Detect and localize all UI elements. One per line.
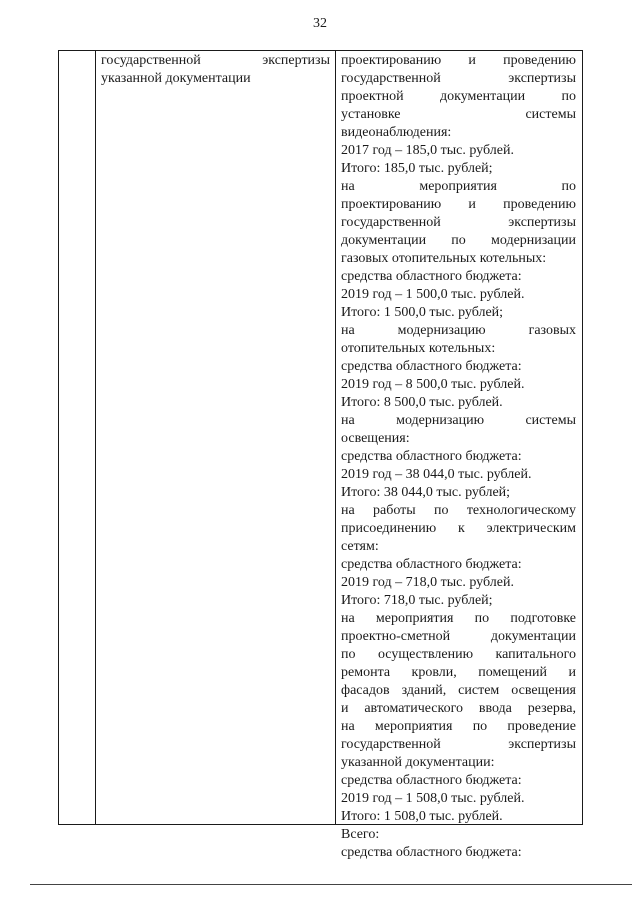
text-line: 2019 год – 1 500,0 тыс. рублей.: [341, 287, 525, 302]
text-line: средства областного бюджета:: [341, 557, 522, 572]
text-line: Итого: 1 508,0 тыс. рублей.: [341, 809, 503, 824]
text-line: Всего:: [341, 827, 380, 842]
text-line: на мероприятия по: [341, 179, 576, 194]
text-line: 2019 год – 718,0 тыс. рублей.: [341, 575, 514, 590]
text-line: Итого: 38 044,0 тыс. рублей;: [341, 485, 511, 500]
text-line: присоединению к электрическим: [341, 521, 576, 536]
text-line: 2019 год – 8 500,0 тыс. рублей.: [341, 377, 525, 392]
text-line: отопительных котельных:: [341, 341, 496, 356]
text-line: проектированию и проведению: [341, 197, 576, 212]
text-line: 2019 год – 38 044,0 тыс. рублей.: [341, 467, 532, 482]
budget-table: [58, 50, 583, 860]
text-line: проектированию и проведению: [341, 53, 576, 68]
text-line: на модернизацию газовых: [341, 323, 576, 338]
text-line: государственной экспертизы: [341, 215, 576, 230]
text-line: и автоматического ввода резерва,: [341, 701, 576, 716]
text-line: освещения:: [341, 431, 410, 446]
text-line: государственной экспертизы: [341, 71, 576, 86]
text-line: Итого: 1 500,0 тыс. рублей;: [341, 305, 504, 320]
text-line: видеонаблюдения:: [341, 125, 452, 140]
text-line: фасадов зданий, систем освещения: [341, 683, 576, 698]
text-line: указанной документации:: [341, 755, 495, 770]
text-line: указанной документации: [101, 71, 251, 86]
text-line: средства областного бюджета:: [341, 269, 522, 284]
text-line: Итого: 185,0 тыс. рублей;: [341, 161, 493, 176]
text-line: проектно-сметной документации: [341, 629, 576, 644]
text-line: средства областного бюджета:: [341, 845, 522, 860]
text-line: сетям:: [341, 539, 379, 554]
text-line: ремонта кровли, помещений и: [341, 665, 576, 680]
text-line: на мероприятия по проведение: [341, 719, 576, 734]
text-line: 2019 год – 1 508,0 тыс. рублей.: [341, 791, 525, 806]
right-column-cell: [341, 52, 576, 862]
text-line: Итого: 718,0 тыс. рублей;: [341, 593, 493, 608]
text-line: по осуществлению капитального: [341, 647, 576, 662]
text-line: средства областного бюджета:: [341, 359, 522, 374]
page-number: 32: [313, 16, 327, 31]
text-line: государственной экспертизы: [341, 737, 576, 752]
left-column-cell: [101, 52, 330, 88]
text-line: средства областного бюджета:: [341, 773, 522, 788]
text-line: 2017 год – 185,0 тыс. рублей.: [341, 143, 514, 158]
column-divider-2: [335, 51, 336, 824]
text-line: установке системы: [341, 107, 576, 122]
column-divider-1: [95, 51, 96, 824]
text-line: газовых отопительных котельных:: [341, 251, 547, 266]
text-line: на работы по технологическому: [341, 503, 576, 518]
text-line: документации по модернизации: [341, 233, 576, 248]
text-line: государственной экспертизы: [101, 53, 330, 68]
text-line: на модернизацию системы: [341, 413, 576, 428]
text-line: проектной документации по: [341, 89, 576, 104]
text-line: на мероприятия по подготовке: [341, 611, 576, 626]
text-line: Итого: 8 500,0 тыс. рублей.: [341, 395, 503, 410]
text-line: средства областного бюджета:: [341, 449, 522, 464]
footer-rule: [30, 884, 632, 885]
